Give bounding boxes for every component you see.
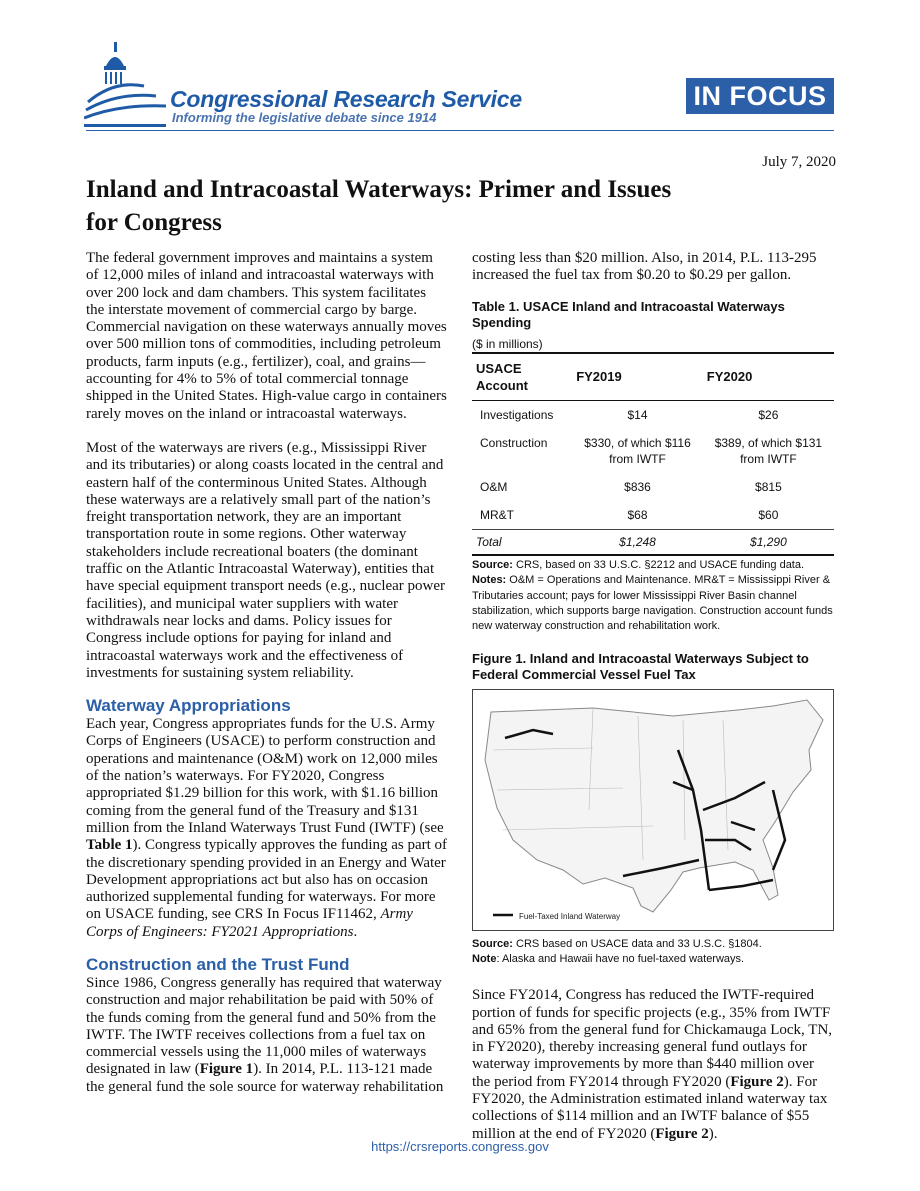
table-total-row xyxy=(472,530,834,556)
table-cell: $815 xyxy=(755,480,782,495)
table-row xyxy=(472,473,834,501)
fuel-tax-paragraph: Since FY2014, Congress has reduced the IWTF-required portion of funds for specific projects (e.g., 35% from IWTF and 65% from the general fund for Chickamauga Lock, TN, in FY2020), thereby increasing general fund outlays for waterway improvements by more than $440 million over the period from FY2014 through FY2020 (Figure 2). For FY2020, the Administration estimated inland waterway tax collections of $114 million and an IWTF balance of $55 million at the end of FY2020 (Figure 2). xyxy=(472,987,833,1142)
figure-note: Note: Alaska and Hawaii have no fuel-taxed waterways. xyxy=(472,952,745,965)
table-cell: $14 xyxy=(627,408,648,423)
table-cell: $330, of which $116 from IWTF xyxy=(584,436,691,467)
section-heading-appropriations: Waterway Appropriations xyxy=(86,696,291,716)
table-header-cell: USACE Account xyxy=(472,353,572,401)
table-row xyxy=(472,401,834,430)
table-row xyxy=(472,501,834,530)
table-cell: $26 xyxy=(758,408,779,423)
figure-2-ref: Figure 2 xyxy=(655,1125,709,1142)
table-cell: $60 xyxy=(758,508,779,523)
section-heading-trust-fund: Construction and the Trust Fund xyxy=(86,954,350,974)
report-citation: Army Corps of Engineers: FY2021 Appropriations xyxy=(86,906,413,940)
us-map-image xyxy=(473,690,833,930)
document-title: Inland and Intracoastal Waterways: Primer and Issues for Congress xyxy=(86,176,672,236)
table-cell: MR&T xyxy=(480,508,514,523)
continued-paragraph: costing less than $20 million. Also, in 2014, P.L. 113-295 increased the fuel tax from $0.20 to $0.29 per gallon. xyxy=(472,250,817,284)
header-rule xyxy=(86,130,834,131)
waterways-map xyxy=(472,689,834,931)
table-notes: Notes: O&M = Operations and Maintenance. MR&T = Mississippi River & Tributaries account; pays for lower Mississippi River Basin channel stabilization, which supports barge navigation. Construction account funds new waterway construction and rehabilitation work. xyxy=(472,574,833,633)
table-cell: $389, of which $131 from IWTF xyxy=(714,436,823,467)
publication-date: July 7, 2020 xyxy=(762,154,836,170)
org-tagline: Informing the legislative debate since 1914 xyxy=(172,110,437,125)
appropriations-paragraph: Each year, Congress appropriates funds for the U.S. Army Corps of Engineers (USACE) to perform construction and operations and maintenance (O&M) work on 12,000 miles of the nation’s waterways. For FY2020, Congress appropriated $1.29 billion for this work, with $1.16 billion coming from the general fund of the Treasury and $131 million from the Inland Waterways Trust Fund (IWTF) (see Table 1). Congress typically approves the funding as part of the discretionary spending provided in an Energy and Water Development appropriations act but also has on occasion authorized supplemental funding for waterways. For more on USACE funding, see CRS In Focus IF11462, Army Corps of Engineers: FY2021 Appropriations. xyxy=(86,716,448,940)
footer-link[interactable]: https://crsreports.congress.gov xyxy=(371,1139,549,1154)
org-name: Congressional Research Service xyxy=(170,86,522,112)
table-units: ($ in millions) xyxy=(472,336,543,351)
in-focus-badge: IN FOCUS xyxy=(686,78,834,114)
table-cell: O&M xyxy=(480,480,508,495)
table-header-cell: FY2019 xyxy=(572,353,703,401)
table-source: Source: CRS, based on 33 U.S.C. §2212 and USACE funding data. xyxy=(472,559,805,572)
figure-source: Source: CRS based on USACE data and 33 U.S.C. §1804. xyxy=(472,937,762,950)
table-header-cell: FY2020 xyxy=(703,353,834,401)
waterways-paragraph: Most of the waterways are rivers (e.g., Mississippi River and its tributaries) or along coasts located in the central and eastern half of the conterminous United States. Although these waterways are a relatively small part of the nation’s freight transportation network, they are an important transportation route in some regions. Other waterway stakeholders include recreational boaters (the dominant traffic on the Atlantic Intracoastal Waterway), entities that have special equipment transport needs (e.g., nuclear power facilities), and municipal water suppliers with water withdrawals near locks and dams. Policy issues for Congress include options for paying for inland and intracoastal waterways work and the effectiveness of investments for sustaining system reliability. xyxy=(86,439,446,681)
table-header-row xyxy=(472,353,834,401)
figure-caption: Figure 1. Inland and Intracoastal Waterways Subject to Federal Commercial Vessel Fuel Tax xyxy=(472,650,809,682)
table-cell: $1,248 xyxy=(572,530,703,556)
table-cell: Construction xyxy=(480,436,548,451)
table-caption: Table 1. USACE Inland and Intracoastal Waterways Spending xyxy=(472,298,785,330)
map-legend-label: Fuel-Taxed Inland Waterway xyxy=(519,911,621,921)
table-row xyxy=(472,429,834,473)
table-cell: Total xyxy=(472,530,572,556)
capitol-dome-logo xyxy=(84,40,166,130)
table-cell: Investigations xyxy=(480,408,554,423)
table-cell: $836 xyxy=(624,480,651,495)
intro-paragraph: The federal government improves and maintains a system of 12,000 miles of inland and intracoastal waterways with over 200 lock and dam chambers. This system facilitates the interstate movement of commercial cargo by barge. Commercial navigation on these waterways annually moves over 500 million tons of commodities, including petroleum products, farm inputs (e.g., fertilizer), coal, and grains—accounting for 4% to 5% of total commercial tonnage shipped in the United States. High-value cargo in containers rarely moves on the inland or intracoastal waterways. xyxy=(86,250,447,422)
trust-fund-paragraph: Since 1986, Congress generally has required that waterway construction and major rehabilitation be paid with 50% of the funds coming from the general fund and 50% from the IWTF. The IWTF receives collections from a fuel tax on commercial vessels using the 11,000 miles of waterways designated in law (Figure 1). In 2014, P.L. 113-121 made the general fund the sole source for waterway rehabilitation xyxy=(86,974,444,1095)
figure-2-ref: Figure 2 xyxy=(730,1073,784,1090)
left-column xyxy=(86,250,448,1096)
spending-table xyxy=(472,352,834,557)
figure-1-ref: Figure 1 xyxy=(199,1061,254,1078)
table-cell: $1,290 xyxy=(703,530,834,556)
table-1-ref: Table 1 xyxy=(86,837,133,854)
table-cell: $68 xyxy=(627,508,648,523)
right-column xyxy=(472,250,834,1143)
